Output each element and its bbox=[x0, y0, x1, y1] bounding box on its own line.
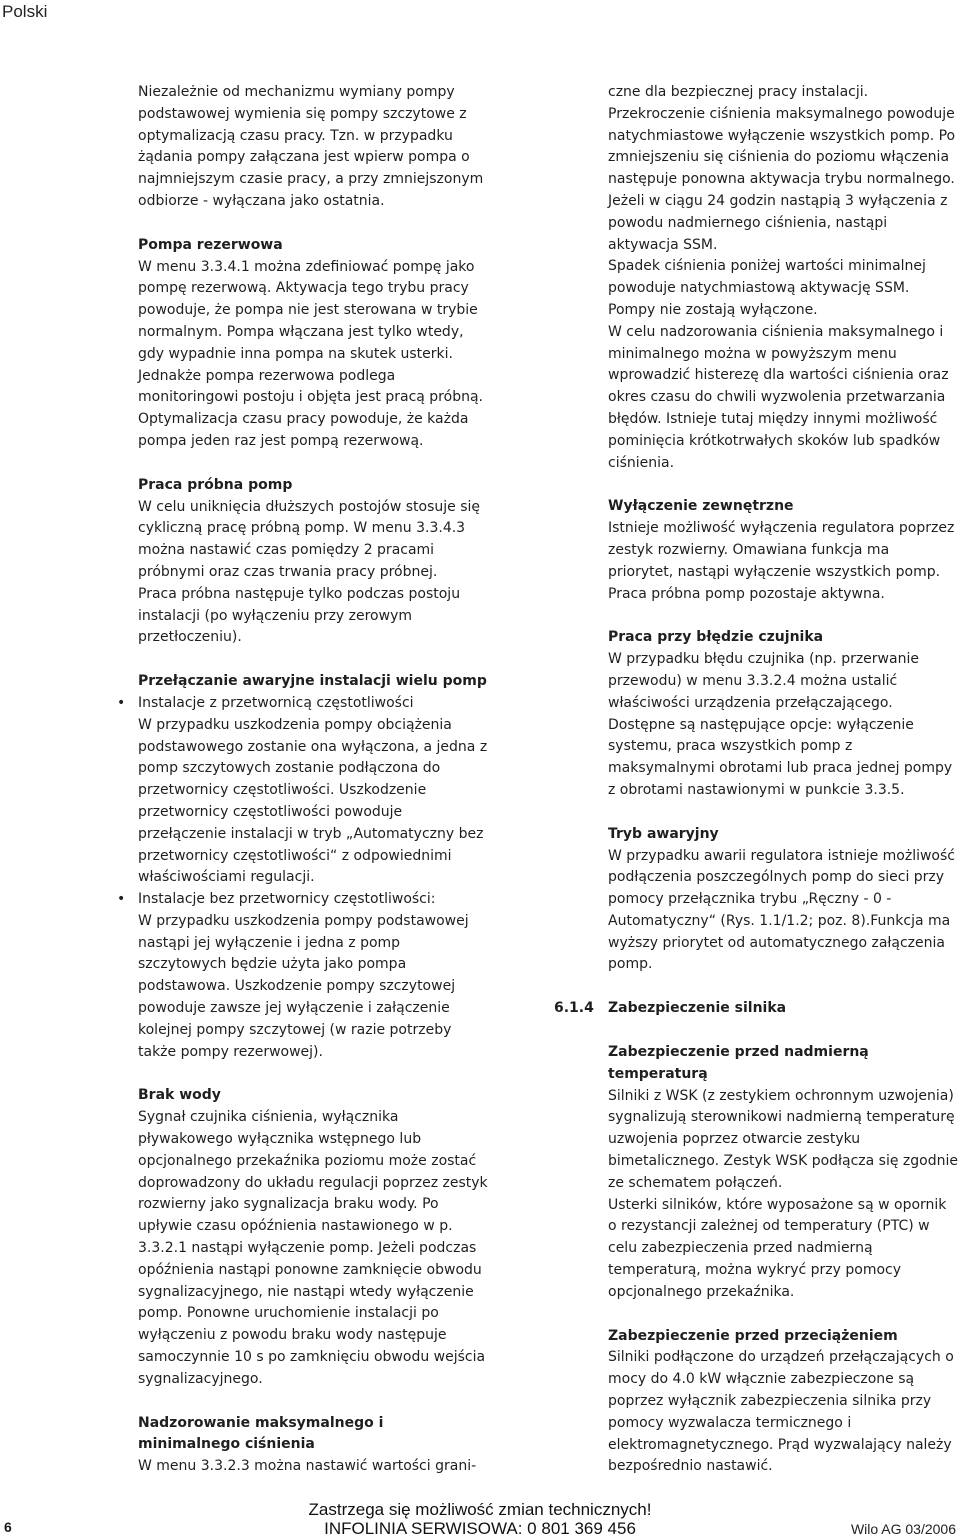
list-item bbox=[138, 693, 490, 889]
left-column bbox=[138, 82, 490, 1478]
footer-notice bbox=[0, 1500, 960, 1538]
heading-praca-probna: Praca próbna pomp bbox=[138, 476, 293, 493]
heading-brak-wody: Brak wody bbox=[138, 1087, 221, 1104]
right-column bbox=[554, 82, 958, 1478]
heading-przelaczanie-awaryjne: Przełączanie awaryjne instalacji wielu pomp bbox=[138, 673, 487, 690]
document-reference: Wilo AG 03/2006 bbox=[850, 1521, 956, 1537]
section-heading-6-1-4 bbox=[554, 998, 958, 1020]
heading-przeciazenie: Zabezpieczenie przed przeciążeniem bbox=[608, 1327, 898, 1344]
pompa-rezerwowa-text: W menu 3.3.4.1 można zdefiniować pompę jako pompę rezerwową. Aktywacja tego trybu pracy powoduje, że pompa nie jest sterowana w trybie normalnym. Pompa włączana jest tylko wtedy, gdy wypadnie inna pompa na skutek usterki. Jednakże pompa rezerwowa podlega monitoringowi postoju i objęta jest pracą próbną. Optymalizacja czasu pracy powoduje, że każda pompa jeden raz jest pompą rezerwową. bbox=[138, 258, 483, 449]
w-celu-paragraph: W celu nadzorowania ciśnienia maksymalnego i minimalnego można w powyższym menu wprowadzić histerezę dla wartości ciśnienia oraz okres czasu do chwili wyzwolenia przetwarzania błędów. Istnieje tutaj między innymi możliwość pominięcia krótkotrwałych skoków lub spadków ciśnienia. bbox=[608, 323, 949, 471]
language-label: Polski bbox=[2, 2, 48, 21]
heading-praca-bledzie: Praca przy błędzie czujnika bbox=[608, 629, 824, 646]
heading-tryb-awaryjny: Tryb awaryjny bbox=[608, 825, 719, 842]
page-number: 6 bbox=[4, 1519, 12, 1535]
list-item-title: • Instalacje z przetwornicą częstotliwości bbox=[138, 694, 414, 711]
list-item-text: W przypadku uszkodzenia pompy obciążenia podstawowego zostanie ona wyłączona, a jedna z pomp szczytowych zostanie podłączona do przetwornicy częstotliwości. Uszkodzenie przetwornicy częstotliwości powoduje przełączenie instalacji w tryb „Automatyczny bez przetwornicy częstotliwości“ z odpowiednimi właściwościami regulacji. bbox=[138, 716, 488, 886]
intro-paragraph: Niezależnie od mechanizmu wymiany pompy podstawowej wymienia się pompy szczytowe z optymalizacją czasu pracy. Tzn. w przypadku żądania pompy załączana jest wpierw pompa o najmniejszym czasie pracy, a przy zmniejszonym odbiorze - wyłączana jako ostatnia. bbox=[138, 84, 484, 209]
przelaczanie-list bbox=[138, 693, 490, 1064]
nadzorowanie-text: W menu 3.3.2.3 można nastawić wartości grani- bbox=[138, 1458, 477, 1475]
brak-wody-text: Sygnał czujnika ciśnienia, wyłącznika pływakowego wyłącznika wstępnego lub opcjonalnego przekaźnika poziomu może zostać doprowadzony do układu regulacji poprzez zestyk rozwierny jako sygnalizacja braku wody. Po upływie czasu opóźnienia nastawionego w p. 3.3.2.1 nastąpi wyłączenie pomp. Jeżeli podczas opóźnienia nastąpi ponowne zamknięcie obwodu sygnalizacyjnego, nie nastąpi wtedy wyłączenie pomp. Ponowne uruchomienie instalacji po wyłączeniu z powodu braku wody następuje samoczynnie 10 s po zamknięciu obwodu wejścia sygnalizacyjnego. bbox=[138, 1109, 488, 1387]
list-item-title: • Instalacje bez przetwornicy częstotliwości: bbox=[138, 891, 436, 908]
wylaczenie-text: Istnieje możliwość wyłączenia regulatora poprzez zestyk rozwierny. Omawiana funkcja ma priorytet, nastąpi wyłączenie wszystkich pomp. Praca próbna pomp pozostaje aktywna. bbox=[608, 520, 955, 602]
list-item-text: W przypadku uszkodzenia pompy podstawowej nastąpi jej wyłączenie i jedna z pomp szczytowych będzie użyta jako pompa podstawowa. Uszkodzenie pompy szczytowej powoduje zawsze jej wyłączenie i załączenie kolejnej pompy szczytowej (w razie potrzeby także pompy rezerwowej). bbox=[138, 912, 469, 1060]
praca-probna-text-2: Praca próbna następuje tylko podczas postoju instalacji (po wyłączeniu przy zerowym przetłoczeniu). bbox=[138, 585, 461, 646]
section-number: 6.1.4 bbox=[554, 1000, 594, 1017]
heading-wylaczenie-zewnetrzne: Wyłączenie zewnętrzne bbox=[608, 498, 794, 515]
heading-pompa-rezerwowa: Pompa rezerwowa bbox=[138, 236, 283, 253]
nadmierna-temperatura-text-2: Usterki silników, które wyposażone są w opornik o rezystancji zależnej od temperatury (PTC) w celu zabezpieczenia przed nadmierną temperaturą, można wykryć przy pomocy opcjonalnego przekaźnika. bbox=[608, 1196, 947, 1300]
tryb-awaryjny-text: W przypadku awarii regulatora istnieje możliwość podłączenia poszczególnych pomp do sieci przy pomocy przełącznika trybu „Ręczny - 0 - Automatyczny“ (Rys. 1.1/1.2; poz. 8).Funkcja ma wyższy priorytet od automatycznego załączenia pomp. bbox=[608, 847, 955, 973]
przeciazenie-text: Silniki podłączone do urządzeń przełączających o mocy do 4.0 kW włącznie zabezpieczone są poprzez wyłącznik zabezpieczenia silnika przy pomocy wyzwalacza termicznego i elektromagnetycznego. Prąd wyzwalający należy bezpośrednio nastawić. bbox=[608, 1349, 954, 1475]
spadek-paragraph: Spadek ciśnienia poniżej wartości minimalnej powoduje natychmiastową aktywację SSM. Pompy nie zostają wyłączone. bbox=[608, 258, 926, 318]
praca-probna-text-1: W celu uniknięcia dłuższych postojów stosuje się cykliczną pracę próbną pomp. W menu 3.3.4.3 można nastawić czas pomiędzy 2 pracami próbnymi oraz czas trwania pracy próbnej. bbox=[138, 498, 481, 580]
heading-nadzorowanie: Nadzorowanie maksymalnego i minimalnego ciśnienia bbox=[138, 1414, 384, 1453]
list-item bbox=[138, 889, 490, 1063]
heading-nadmierna-temperatura: Zabezpieczenie przed nadmierną temperaturą bbox=[608, 1044, 869, 1082]
footer-hotline: INFOLINIA SERWISOWA: 0 801 369 456 bbox=[324, 1519, 636, 1538]
continuation-paragraph: czne dla bezpiecznej pracy instalacji. Przekroczenie ciśnienia maksymalnego powoduje natychmiastowe wyłączenie wszystkich pomp. Po zmniejszeniu się ciśnienia do poziomu włączenia następuje ponowna aktywacja trybu normalnego. Jeżeli w ciągu 24 godzin nastąpią 3 wyłączenia z powodu nadmiernego ciśnienia, nastąpi aktywacja SSM. bbox=[608, 84, 956, 253]
footer-notice-line-1: Zastrzega się możliwość zmian technicznych! bbox=[308, 1500, 652, 1519]
praca-bledzie-text: W przypadku błędu czujnika (np. przerwanie przewodu) w menu 3.3.2.4 można ustalić właściwości urządzenia przełączającego. Dostępne są następujące opcje: wyłączenie systemu, praca wszystkich pomp z maksymalnymi obrotami lub praca jednej pompy z obrotami nastawionymi w punkcie 3.3.5. bbox=[608, 651, 953, 798]
nadmierna-temperatura-text-1: Silniki z WSK (z zestykiem ochronnym uzwojenia) sygnalizują sterownikowi nadmierną temperaturę uzwojenia poprzez otwarcie zestyku bimetalicznego. Zestyk WSK podłącza się zgodnie ze schematem połączeń. bbox=[608, 1087, 958, 1191]
section-title: Zabezpieczenie silnika bbox=[608, 1000, 787, 1017]
